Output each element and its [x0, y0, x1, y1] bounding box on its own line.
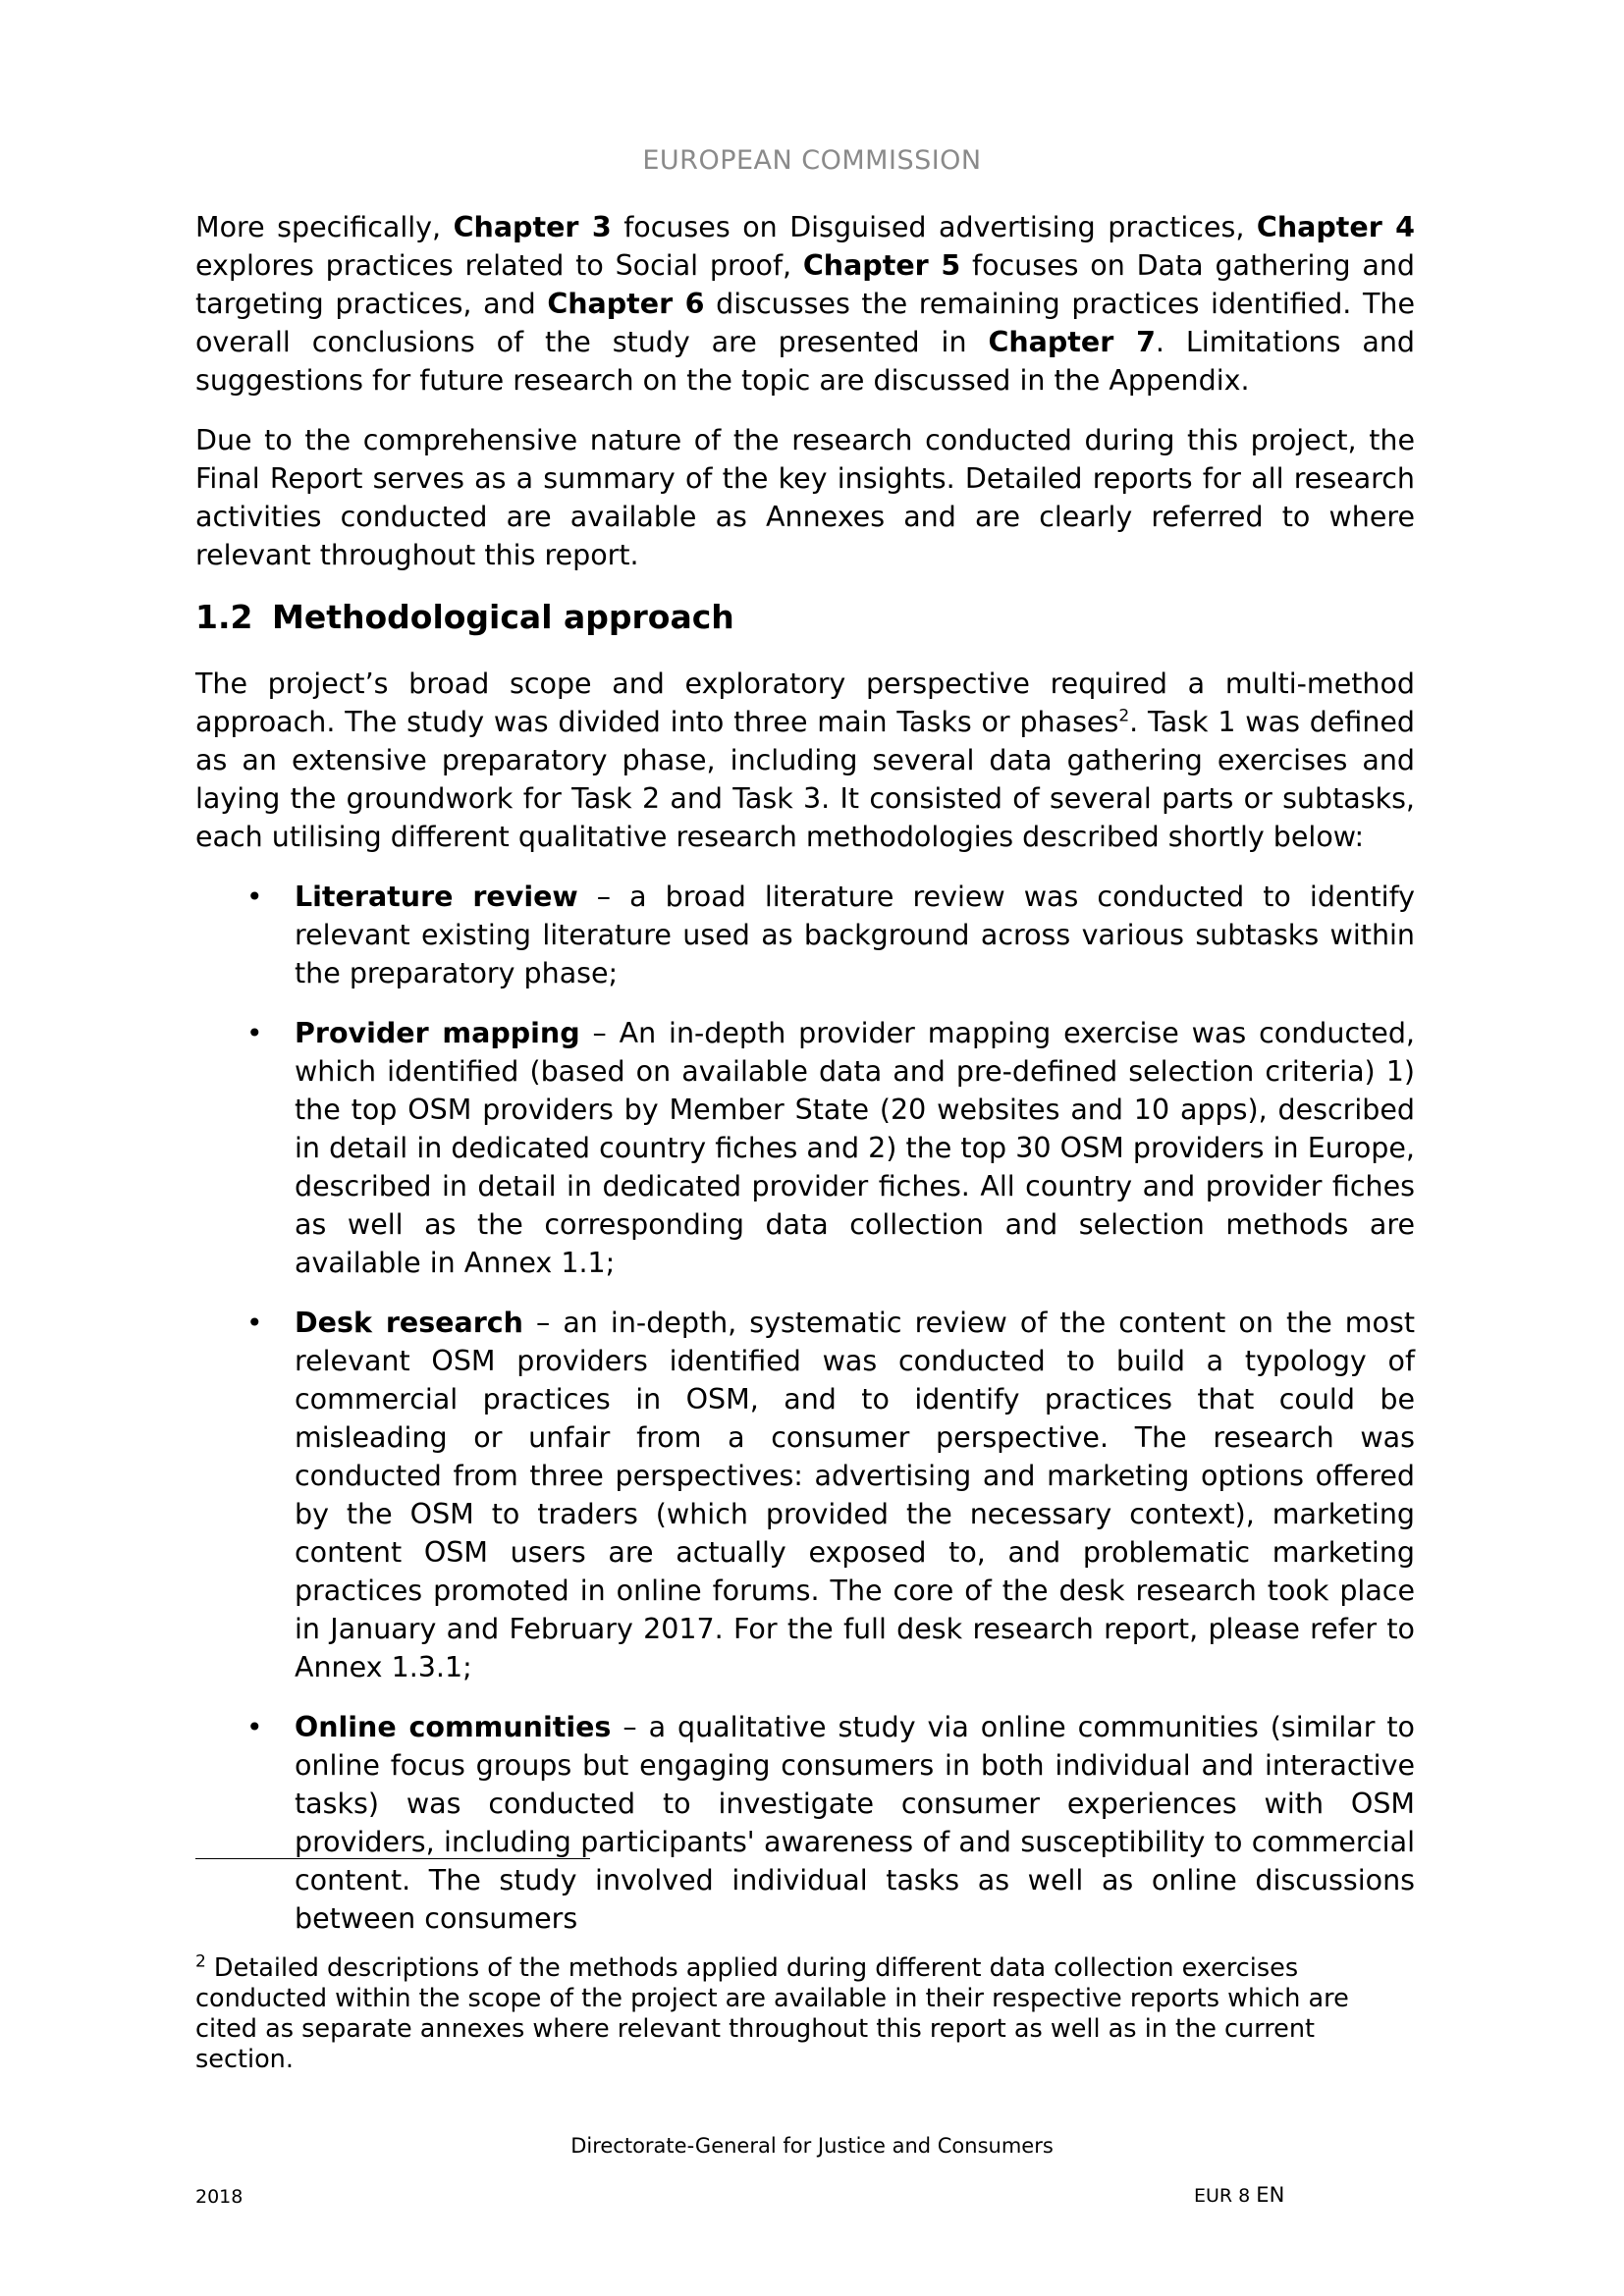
section-number: 1.2 — [195, 598, 253, 636]
list-item-title: Online communities — [295, 1711, 612, 1743]
footer-language: EN — [1256, 2183, 1285, 2207]
bullet-icon: • — [246, 1711, 263, 1743]
section-title: Methodological approach — [272, 598, 734, 636]
list-item — [195, 878, 1415, 992]
list-item-title: Desk research — [295, 1307, 523, 1339]
footnote-mark: 2 — [195, 1951, 206, 1972]
chapter-ref: Chapter 7 — [988, 326, 1156, 358]
intro-paragraph-1 — [195, 208, 1415, 400]
list-item-text — [295, 1708, 1415, 1938]
list-item-title: Provider mapping — [295, 1017, 580, 1049]
chapter-ref: Chapter 3 — [453, 211, 612, 243]
body-content — [195, 208, 1415, 1959]
list-item-text — [295, 878, 1415, 992]
chapter-ref: Chapter 5 — [802, 249, 961, 282]
text-run: More specifically, — [195, 211, 454, 243]
footer-page-info — [1194, 2183, 1284, 2207]
list-item-body: – a qualitative study via online communities (similar to online focus groups but engaging consumers in both individual and interactive tasks) was conducted to investigate consumer experiences with OSM providers, including participants' awareness of and susceptibility to commercial content. The study involved individual tasks as well as online discussions between consumers — [295, 1711, 1415, 1935]
list-item — [195, 1304, 1415, 1686]
text-run: discusses the remaining practices identified. The overall conclusions of the study are presented in — [195, 288, 1415, 358]
footnote — [195, 1953, 1415, 2075]
bullet-icon: • — [246, 1017, 263, 1049]
list-item — [195, 1014, 1415, 1282]
footer-directorate: Directorate-General for Justice and Consumers — [570, 2134, 1054, 2158]
page-header: EUROPEAN COMMISSION — [642, 145, 982, 176]
text-run: The project’s broad scope and exploratory perspective required a multi-method approach. The study was divided into three main Tasks or phases — [195, 667, 1415, 738]
intro-paragraph-2: Due to the comprehensive nature of the research conducted during this project, the Final Report serves as a summary of the key insights. Detailed reports for all research activities conducted are available as Annexes and are clearly referred to where relevant throughout this report. — [195, 424, 1415, 571]
footer-year: 2018 — [195, 2186, 244, 2208]
list-item-body: – a broad literature review was conducted to identify relevant existing literature used as background across various subtasks within the preparatory phase; — [295, 881, 1415, 989]
footer-page-code: EUR 8 — [1194, 2185, 1251, 2207]
list-item-title: Literature review — [295, 881, 578, 913]
footnote-ref[interactable]: 2 — [1118, 706, 1130, 726]
text-run: focuses on Disguised advertising practices, — [611, 211, 1257, 243]
methods-list — [195, 878, 1415, 1938]
text-run: . Task 1 was defined as an extensive preparatory phase, including several data gathering exercises and laying the groundwork for Task 2 and Task 3. It consisted of several parts or subtasks, each utilising different qualitative research methodologies described shortly below: — [195, 706, 1416, 853]
list-item-text — [295, 1014, 1415, 1282]
footnote-text: Detailed descriptions of the methods applied during different data collection exercises conducted within the scope of the project are available in their respective reports which are cited as separate annexes where relevant throughout this report as well as in the current section. — [195, 1953, 1349, 2074]
list-item-body: – An in-depth provider mapping exercise was conducted, which identified (based on available data and pre-defined selection criteria) 1) the top OSM providers by Member State (20 websites and 10 apps), described in detail in dedicated country fiches and 2) the top 30 OSM providers in Europe, described in detail in dedicated provider fiches. All country and provider fiches as well as the corresponding data collection and selection methods are available in Annex 1.1; — [295, 1017, 1415, 1279]
chapter-ref: Chapter 4 — [1256, 211, 1415, 243]
bullet-icon: • — [246, 1307, 263, 1339]
section-paragraph-1 — [195, 665, 1415, 856]
chapter-ref: Chapter 6 — [547, 288, 705, 320]
list-item — [195, 1708, 1415, 1938]
footnote-divider — [195, 1858, 590, 1859]
list-item-body: – an in-depth, systematic review of the content on the most relevant OSM providers identified was conducted to build a typology of commercial practices in OSM, and to identify practices that could be misleading or unfair from a consumer perspective. The research was conducted from three perspectives: advertising and marketing options offered by the OSM to traders (which provided the necessary context), marketing content OSM users are actually exposed to, and problematic marketing practices promoted in online forums. The core of the desk research took place in January and February 2017. For the full desk research report, please refer to Annex 1.3.1; — [295, 1307, 1416, 1683]
text-run: focuses on Data gathering and targeting practices, and — [195, 249, 1416, 320]
list-item-text — [295, 1304, 1415, 1686]
bullet-icon: • — [246, 881, 263, 913]
text-run: . Limitations and suggestions for future research on the topic are discussed in the Appendix. — [195, 326, 1415, 397]
text-run: explores practices related to Social proof, — [195, 249, 803, 282]
section-heading — [195, 596, 1415, 639]
